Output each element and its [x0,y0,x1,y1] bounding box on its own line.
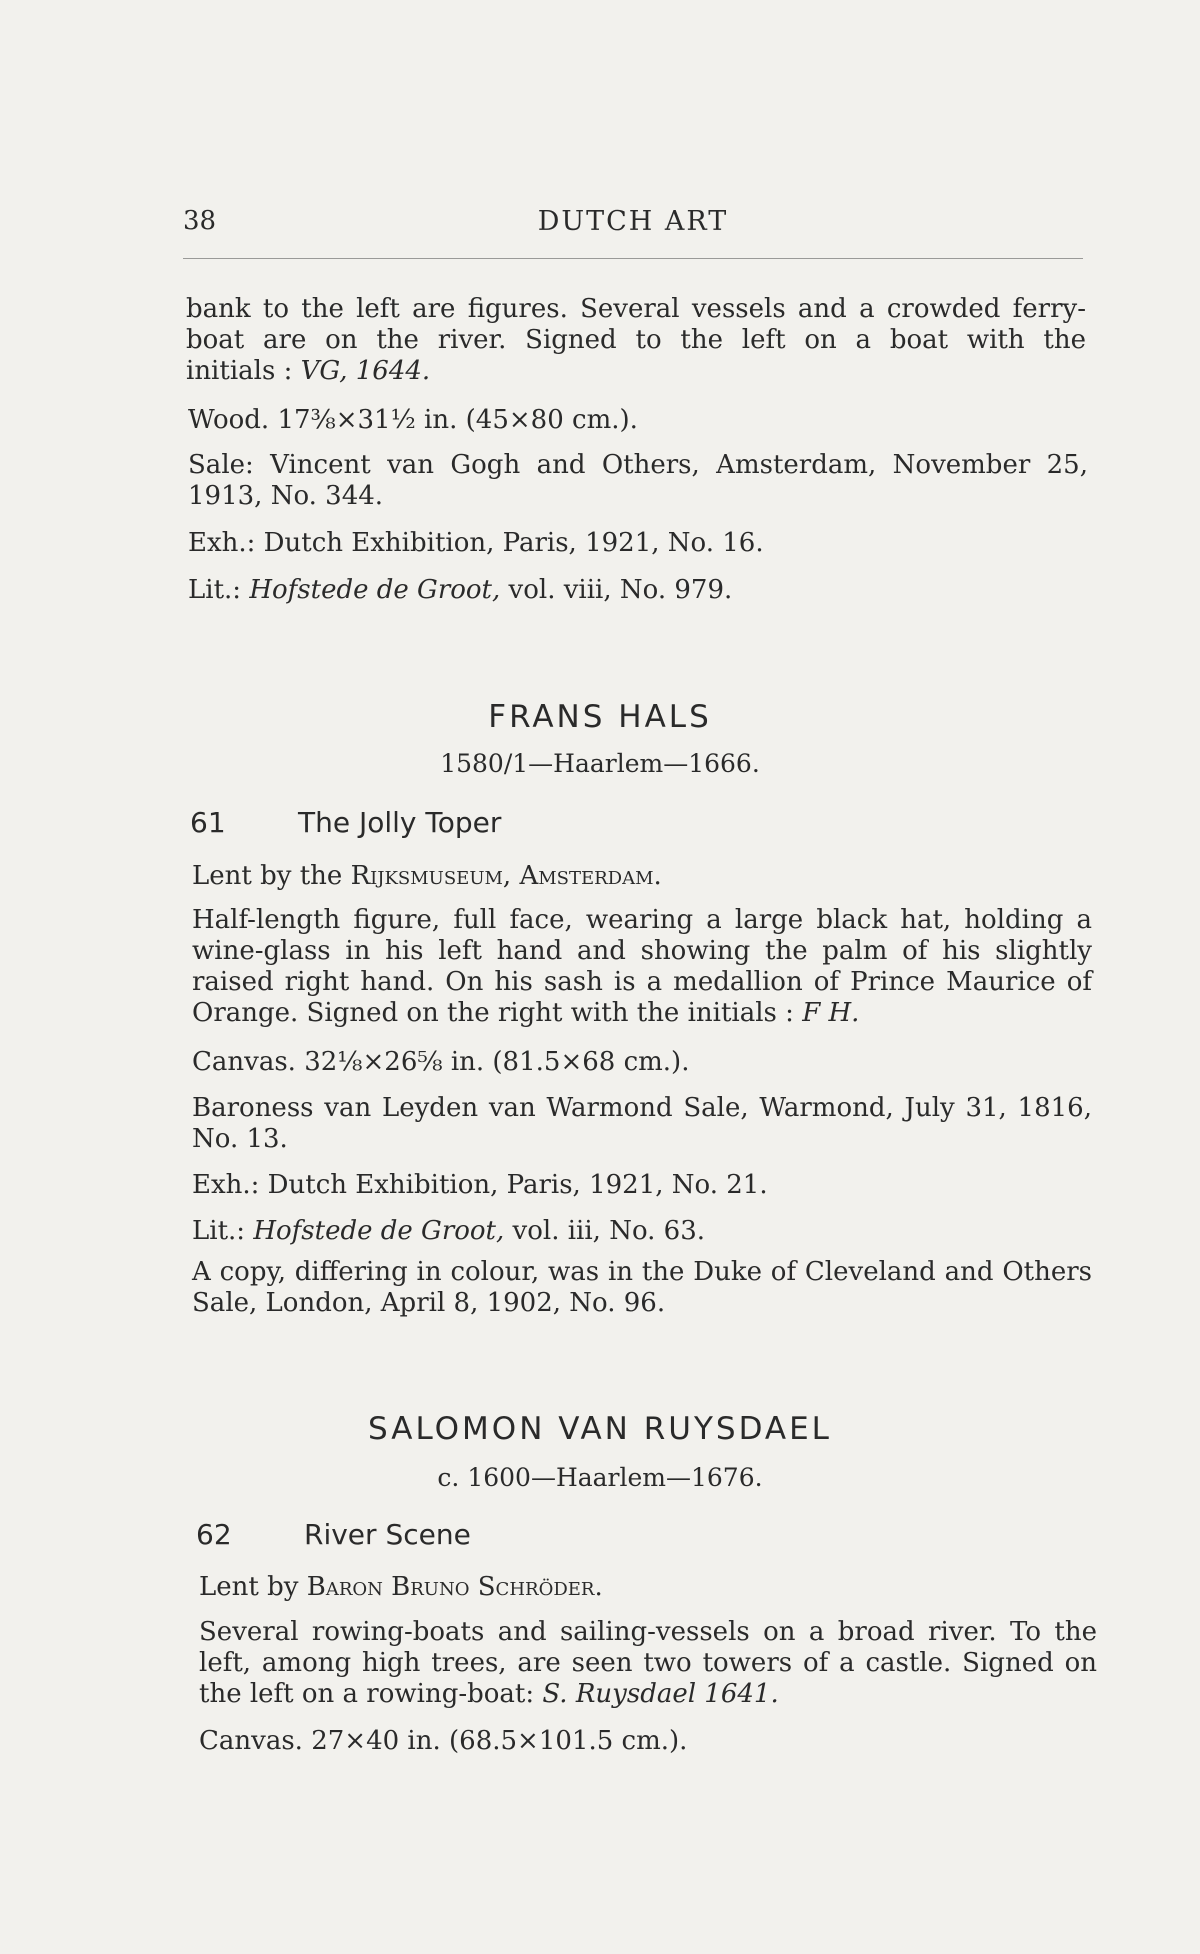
description-line [192,998,1092,1029]
catalogue-entry-title [190,806,501,839]
literature-reference: vol. viii, No. 979. [508,575,733,605]
continued-literature [188,575,1088,606]
entry-number: 62 [196,1518,232,1551]
artist-dates: 1580/1—Haarlem—1666. [440,749,760,778]
artist-dates: c. 1600—Haarlem—1676. [437,1463,763,1492]
medium-dimensions: Canvas. 27×40 in. (68.5×101.5 cm.). [199,1726,688,1756]
signature-prefix: Orange. Signed on the right with the initials : [192,998,794,1028]
catalogue-entry-title [196,1518,471,1551]
description-line [199,1679,1097,1710]
exhibition-line: Exh.: Dutch Exhibition, Paris, 1921, No. 21. [192,1170,768,1200]
running-title: DUTCH ART [537,206,729,237]
medium-dimensions: Canvas. 32⅛×26⅝ in. (81.5×68 cm.). [192,1047,690,1077]
continued-sale-line: 1913, No. 344. [188,481,384,511]
header-rule [183,258,1083,259]
lender-line [199,1572,1099,1603]
sale-line: Baroness van Leyden van Warmond Sale, Warmond, July 31, 1816, [192,1093,1092,1123]
signature-text: F H. [802,998,860,1028]
artist-heading: SALOMON VAN RUYSDAEL [368,1411,832,1447]
artist-heading: FRANS HALS [488,699,712,735]
literature-prefix: Lit.: [192,1216,246,1246]
continued-description-line: bank to the left are figures. Several vessels and a crowded ferry- [186,294,1086,324]
literature-reference: vol. iii, No. 63. [512,1216,706,1246]
description-line: Half-length figure, full face, wearing a large black hat, holding a [192,905,1092,935]
continued-description-line [186,356,1086,387]
lender-name: Baron Bruno Schröder. [306,1572,603,1602]
description-line: wine-glass in his left hand and showing the palm of his slightly [192,936,1092,966]
lender-prefix: Lent by the [192,861,343,891]
literature-prefix: Lit.: [188,575,242,605]
continued-sale-line: Sale: Vincent van Gogh and Others, Amsterdam, November 25, [188,450,1088,480]
entry-title: River Scene [304,1518,471,1551]
lender-name: Rijksmuseum, Amsterdam. [350,861,662,891]
description-line: raised right hand. On his sash is a medallion of Prince Maurice of [192,967,1092,997]
note-line: A copy, differing in colour, was in the Duke of Cleveland and Others [192,1257,1092,1287]
entry-number: 61 [190,806,226,839]
signature-text: S. Ruysdael 1641. [542,1679,779,1709]
continued-description-line: boat are on the river. Signed to the left on a boat with the [186,325,1086,355]
continued-exhibition: Exh.: Dutch Exhibition, Paris, 1921, No. 16. [188,528,764,558]
signature-prefix: initials : [186,356,293,386]
sale-line: No. 13. [192,1124,288,1154]
entry-title: The Jolly Toper [298,806,502,839]
page-header [183,206,1083,246]
literature-line [192,1216,1092,1247]
continued-medium: Wood. 17⅜×31½ in. (45×80 cm.). [188,405,638,435]
literature-author: Hofstede de Groot, [253,1216,505,1246]
signature-prefix: the left on a rowing-boat: [199,1679,535,1709]
signature-text: VG, 1644. [300,356,431,386]
note-line: Sale, London, April 8, 1902, No. 96. [192,1288,666,1318]
lender-line [192,861,1092,892]
description-line: Several rowing-boats and sailing-vessels on a broad river. To the [199,1617,1097,1647]
description-line: left, among high trees, are seen two towers of a castle. Signed on [199,1648,1097,1678]
page-number: 38 [183,206,217,236]
literature-author: Hofstede de Groot, [249,575,501,605]
lender-prefix: Lent by [199,1572,299,1602]
